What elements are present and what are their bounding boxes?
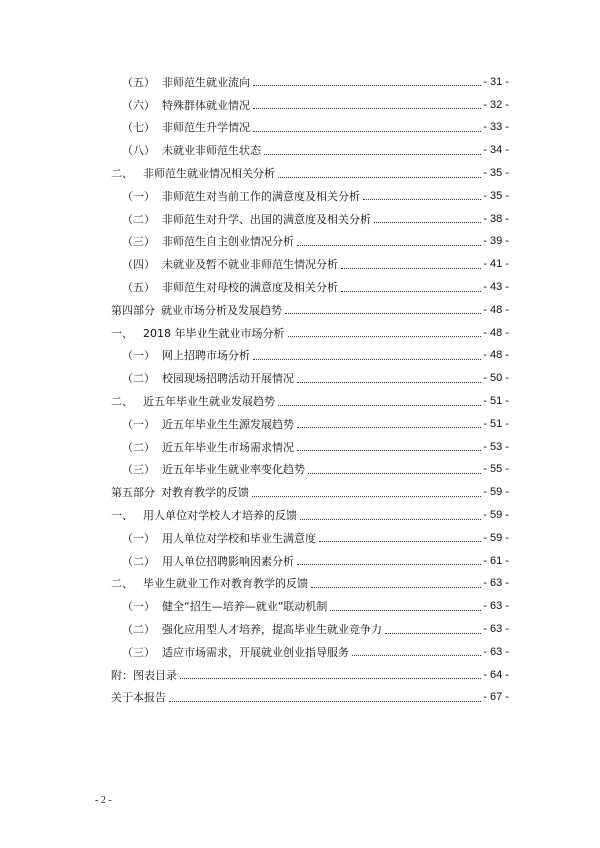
toc-entry-page-number: - 48 - (483, 326, 509, 339)
toc-dot-leader (297, 381, 481, 383)
toc-entry-title (111, 282, 339, 293)
toc-entry-title (111, 670, 178, 681)
toc-entry-title (111, 373, 295, 384)
toc-entry-page-number: - 53 - (483, 440, 509, 453)
toc-entry-page-number: - 34 - (483, 144, 509, 157)
toc-entry-title (111, 647, 350, 658)
toc-entry-title (111, 533, 317, 544)
toc-entry-number: （三） (122, 235, 155, 249)
toc-entry-title (111, 578, 309, 589)
toc-entry-text: 用人单位对学校和毕业生满意度 (162, 531, 316, 545)
toc-entry-title (111, 556, 295, 567)
toc-entry-text: 就业市场分析及发展趋势 (161, 303, 282, 317)
toc-entry-title (111, 692, 167, 703)
toc-entry[interactable] (111, 367, 509, 390)
toc-entry-text: 用人单位招聘影响因素分析 (162, 554, 294, 568)
toc-dot-leader (253, 130, 481, 132)
toc-dot-leader (278, 404, 481, 406)
toc-entry-text: 未就业非师范生状态 (162, 144, 261, 158)
toc-entry[interactable] (111, 94, 509, 117)
toc-dot-leader (300, 518, 481, 520)
toc-entry-text: 适应市场需求，开展就业创业指导服务 (162, 645, 349, 659)
toc-entry-title (111, 145, 262, 156)
toc-entry-page-number: - 35 - (483, 189, 509, 202)
toc-entry[interactable] (111, 413, 509, 436)
toc-entry-number: （四） (122, 258, 155, 272)
toc-entry-page-number: - 63 - (483, 623, 509, 636)
toc-entry[interactable] (111, 595, 509, 618)
toc-entry-title (111, 624, 383, 635)
toc-entry-page-number: - 48 - (483, 303, 509, 316)
toc-entry-title (111, 259, 339, 270)
toc-entry-number: 一、 (111, 509, 133, 523)
toc-entry-title (111, 350, 251, 361)
toc-entry[interactable] (111, 527, 509, 550)
toc-entry-text: 近五年毕业生生源发展趋势 (162, 417, 294, 431)
toc-entry-page-number: - 61 - (483, 554, 509, 567)
toc-entry-text: 非师范生就业情况相关分析 (143, 167, 275, 181)
toc-dot-leader (252, 495, 481, 497)
toc-dot-leader (308, 472, 481, 474)
toc-entry[interactable] (111, 117, 509, 140)
toc-dot-leader (352, 654, 481, 656)
toc-dot-leader (385, 632, 481, 634)
toc-entry-text: 非师范生对母校的满意度及相关分析 (162, 281, 338, 295)
toc-entry-page-number: - 63 - (483, 600, 509, 613)
toc-entry-text: 特殊群体就业情况 (162, 98, 250, 112)
toc-entry-text: 毕业生就业工作对教育教学的反馈 (143, 577, 308, 591)
page-number-footer: - 2 - (95, 795, 112, 806)
toc-entry-text: 近五年毕业生就业率变化趋势 (162, 463, 305, 477)
toc-entry-text: 非师范生对当前工作的满意度及相关分析 (162, 189, 360, 203)
toc-entry[interactable] (111, 139, 509, 162)
toc-entry[interactable] (111, 573, 509, 596)
toc-entry-number: 第四部分 (111, 303, 155, 317)
toc-entry-title (111, 191, 361, 202)
toc-entry[interactable] (111, 253, 509, 276)
toc-entry-title (111, 305, 283, 316)
toc-entry[interactable] (111, 345, 509, 368)
toc-entry-title (111, 464, 306, 475)
toc-dot-leader (319, 540, 481, 542)
toc-dot-leader (297, 426, 481, 428)
toc-entry-text: 用人单位对学校人才培养的反馈 (143, 509, 297, 523)
toc-dot-leader (253, 107, 481, 109)
toc-entry-text: 非师范生就业流向 (162, 75, 250, 89)
toc-entry-page-number: - 59 - (483, 531, 509, 544)
toc-entry-number: 二、 (111, 577, 133, 591)
toc-dot-leader (297, 244, 481, 246)
toc-entry-title (111, 396, 276, 407)
toc-entry[interactable] (111, 481, 509, 504)
toc-entry-text: 网上招聘市场分析 (162, 349, 250, 363)
toc-entry-number: （五） (122, 75, 155, 89)
toc-entry[interactable] (111, 185, 509, 208)
toc-entry-title (111, 168, 276, 179)
toc-entry-number: （六） (122, 98, 155, 112)
toc-entry-title (111, 601, 328, 612)
toc-entry-number: （二） (122, 554, 155, 568)
toc-entry[interactable] (111, 504, 509, 527)
toc-dot-leader (341, 290, 481, 292)
table-of-contents (111, 71, 509, 709)
toc-entry-number: （一） (122, 531, 155, 545)
toc-entry-number: （三） (122, 645, 155, 659)
toc-entry-page-number: - 41 - (483, 258, 509, 271)
toc-entry-text: 非师范生升学情况 (162, 121, 250, 135)
toc-dot-leader (297, 563, 481, 565)
toc-entry-number: （一） (122, 600, 155, 614)
toc-dot-leader (285, 312, 481, 314)
toc-dot-leader (264, 153, 481, 155)
toc-dot-leader (180, 677, 481, 679)
toc-entry[interactable] (111, 641, 509, 664)
toc-entry[interactable] (111, 618, 509, 641)
toc-entry-text: 非师范生对升学、出国的满意度及相关分析 (162, 212, 371, 226)
toc-dot-leader (169, 700, 481, 702)
toc-dot-leader (297, 449, 481, 451)
toc-entry[interactable] (111, 231, 509, 254)
toc-dot-leader (374, 221, 481, 223)
toc-entry[interactable] (111, 459, 509, 482)
toc-entry-page-number: - 59 - (483, 486, 509, 499)
toc-entry[interactable] (111, 299, 509, 322)
toc-entry-text: 对教育教学的反馈 (161, 486, 249, 500)
toc-entry[interactable] (111, 208, 509, 231)
toc-entry-number: 二、 (111, 167, 133, 181)
toc-entry-number: （二） (122, 372, 155, 386)
toc-entry-text: 关于本报告 (111, 691, 166, 705)
toc-entry-number: （一） (122, 189, 155, 203)
toc-dot-leader (253, 358, 481, 360)
toc-entry-title (111, 442, 295, 453)
toc-dot-leader (341, 267, 481, 269)
toc-entry-number: （二） (122, 623, 155, 637)
toc-entry[interactable] (111, 390, 509, 413)
toc-entry-text: 校园现场招聘活动开展情况 (162, 372, 294, 386)
toc-entry-text: 2018 年毕业生就业市场分析 (143, 326, 285, 340)
toc-entry-page-number: - 48 - (483, 349, 509, 362)
toc-entry-page-number: - 55 - (483, 463, 509, 476)
toc-entry-number: 一、 (111, 326, 133, 340)
toc-entry-text: 近五年毕业生市场需求情况 (162, 440, 294, 454)
toc-entry-text: 非师范生自主创业情况分析 (162, 235, 294, 249)
toc-entry-text: 健全“招生—培养—就业”联动机制 (162, 600, 328, 614)
toc-entry-number: 第五部分 (111, 486, 155, 500)
toc-entry-number: （三） (122, 463, 155, 477)
toc-entry-text: 强化应用型人才培养，提高毕业生就业竞争力 (162, 623, 382, 637)
toc-entry-title (111, 122, 251, 133)
toc-entry-text: 未就业及暂不就业非师范生情况分析 (162, 258, 338, 272)
toc-entry-page-number: - 39 - (483, 235, 509, 248)
toc-entry-page-number: - 31 - (483, 75, 509, 88)
toc-entry-number: （八） (122, 144, 155, 158)
toc-entry-title (111, 214, 372, 225)
toc-entry-page-number: - 38 - (483, 212, 509, 225)
toc-dot-leader (311, 586, 481, 588)
toc-entry-number: 二、 (111, 395, 133, 409)
toc-entry[interactable] (111, 664, 509, 687)
toc-entry-page-number: - 32 - (483, 98, 509, 111)
toc-entry-page-number: - 63 - (483, 645, 509, 658)
toc-entry-title (111, 328, 286, 339)
toc-entry-title (111, 100, 251, 111)
toc-dot-leader (288, 335, 482, 337)
toc-dot-leader (253, 84, 481, 86)
toc-entry-page-number: - 67 - (483, 691, 509, 704)
toc-entry-number: （一） (122, 417, 155, 431)
toc-dot-leader (330, 609, 481, 611)
toc-entry-page-number: - 59 - (483, 509, 509, 522)
toc-entry[interactable] (111, 322, 509, 345)
toc-entry-page-number: - 51 - (483, 395, 509, 408)
toc-entry-page-number: - 63 - (483, 577, 509, 590)
toc-entry-text: 近五年毕业生就业发展趋势 (143, 395, 275, 409)
toc-entry[interactable] (111, 71, 509, 94)
toc-entry-number: （七） (122, 121, 155, 135)
toc-entry-page-number: - 43 - (483, 281, 509, 294)
toc-entry-page-number: - 35 - (483, 167, 509, 180)
toc-entry-number: （一） (122, 349, 155, 363)
toc-entry[interactable] (111, 436, 509, 459)
toc-entry-title (111, 487, 250, 498)
toc-entry[interactable] (111, 162, 509, 185)
toc-entry-page-number: - 51 - (483, 417, 509, 430)
toc-entry-title (111, 510, 298, 521)
toc-entry-title (111, 77, 251, 88)
toc-entry-page-number: - 50 - (483, 372, 509, 385)
toc-entry-number: （二） (122, 440, 155, 454)
toc-entry[interactable] (111, 276, 509, 299)
toc-entry-page-number: - 64 - (483, 668, 509, 681)
toc-dot-leader (278, 176, 481, 178)
toc-entry-title (111, 236, 295, 247)
toc-entry-text: 附：图表目录 (111, 668, 177, 682)
toc-entry-page-number: - 33 - (483, 121, 509, 134)
toc-entry-title (111, 419, 295, 430)
toc-entry-number: （五） (122, 281, 155, 295)
toc-entry[interactable] (111, 687, 509, 710)
toc-entry-number: （二） (122, 212, 155, 226)
toc-dot-leader (363, 198, 481, 200)
toc-entry[interactable] (111, 550, 509, 573)
